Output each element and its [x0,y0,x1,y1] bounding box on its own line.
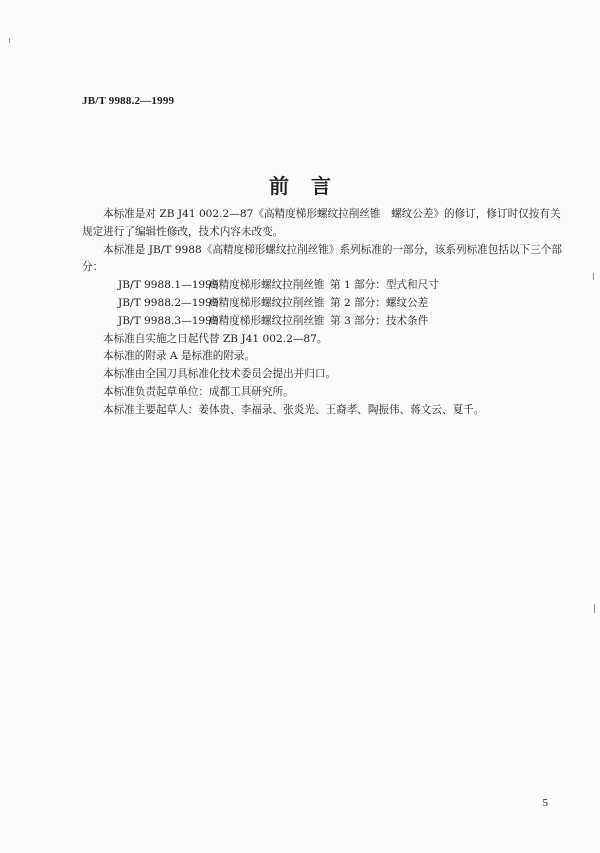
part-title: 第 3 部分：技术条件 [330,314,429,327]
part-title: 第 2 部分：螺纹公差 [330,296,429,309]
part-name: 高精度梯形螺纹拉削丝锥 [208,296,325,309]
paragraph-replaces: 本标准自实施之日起代替 ZB J41 002.2—87。 [103,332,328,345]
scan-mark [593,273,594,280]
series-part-item [82,277,562,295]
part-code: JB/T 9988.2—1999 [118,296,219,309]
page-number: 5 [542,797,548,809]
page-title: 前言 [269,174,353,198]
standard-code: JB/T 9988.2—1999 [82,95,175,107]
paragraph-proposed-by: 本标准由全国刀具标准化技术委员会提出并归口。 [103,368,337,381]
paragraph-drafting-unit: 本标准负责起草单位：成都工具研究所。 [103,385,294,398]
scan-mark [594,604,595,613]
part-name: 高精度梯形螺纹拉削丝锥 [208,279,325,292]
paragraph-revision: 本标准是对 ZB J41 002.2—87《高精度梯形螺纹拉削丝锥 螺纹公差》的修订，修订时仅按有关规定进行了编辑性修改，技术内容未改变。 [82,208,561,238]
paragraph-series: 本标准是 JB/T 9988《高精度梯形螺纹拉削丝锥》系列标准的一部分，该系列标准包括以下三个部分： [82,243,562,274]
series-part-item [82,295,562,313]
paragraph-appendix: 本标准的附录 A 是标准的附录。 [103,350,256,363]
part-name: 高精度梯形螺纹拉削丝锥 [208,314,325,327]
scan-mark [9,38,10,43]
paragraph-drafters: 本标准主要起草人：姜体贵、李福录、张炎光、王裔孝、陶振伟、蒋文云、夏千。 [103,403,485,416]
part-code: JB/T 9988.3—1999 [118,314,219,327]
part-title: 第 1 部分：型式和尺寸 [330,279,439,292]
part-code: JB/T 9988.1—1999 [118,279,219,292]
foreword-body [82,206,562,420]
series-part-item [82,313,562,331]
